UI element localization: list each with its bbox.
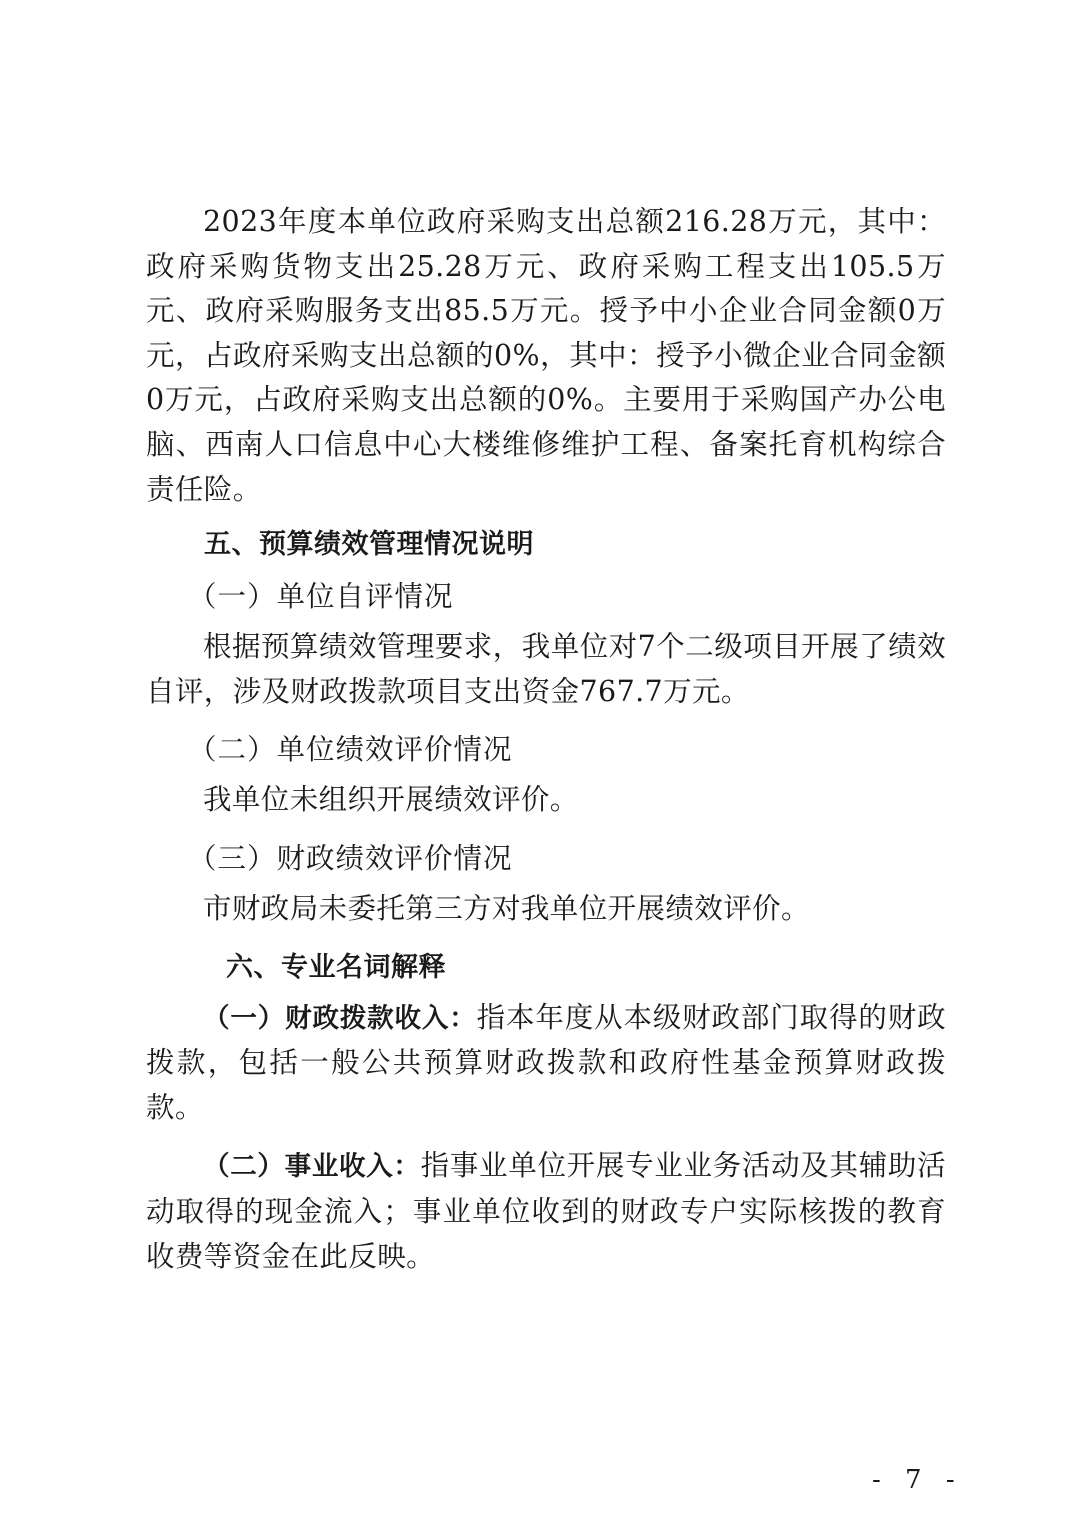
glossary-term-definition: 指本年度从本级财政部门取得的财政拨款，包括一般公共预算财政拨款和政府性基金预算财政拨款。 [146, 1000, 946, 1124]
fiscal-evaluation-body: 市财政局未委托第三方对我单位开展绩效评价。 [203, 891, 810, 925]
glossary-term-label: （一）财政拨款收入： [203, 1002, 477, 1034]
section-heading-glossary: 六、专业名词解释 [226, 951, 446, 983]
glossary-term-fiscal-income [146, 996, 946, 1131]
subsection-title-self-evaluation [146, 575, 946, 619]
document-page [146, 200, 946, 1279]
subsection-title-unit-evaluation [146, 728, 946, 772]
glossary-term-definition: 指事业单位开展专业业务活动及其辅助活动取得的现金流入；事业单位收到的财政专户实际核拨的教育收费等资金在此反映。 [146, 1149, 947, 1273]
self-evaluation-body: 根据预算绩效管理要求，我单位对7个二级项目开展了绩效自评，涉及财政拨款项目支出资金767.7万元。 [146, 630, 946, 708]
unit-evaluation-body: 我单位未组织开展绩效评价。 [203, 783, 579, 817]
page-number: - 7 - [872, 1465, 963, 1495]
subsection-title-fiscal-evaluation [146, 837, 946, 881]
subsection-title-text: （三）财政绩效评价情况 [188, 841, 513, 875]
glossary-term-label: （二）事业收入： [203, 1151, 421, 1183]
subsection-title-text: （二）单位绩效评价情况 [188, 733, 513, 767]
procurement-paragraph: 2023年度本单位政府采购支出总额216.28万元，其中：政府采购货物支出25.28万元、政府采购工程支出105.5万元、政府采购服务支出85.5万元。授予中小企业合同金额0万元，占政府采购支出总额的0%，其中：授予小微企业合同金额0万元，占政府采购支出总额的0%。主要用于采购国产办公电脑、西南人口信息中心大楼维修维护工程、备案托育机构综合责任险。 [146, 205, 946, 506]
subsection-title-text: （一）单位自评情况 [188, 580, 454, 614]
glossary-term-business-income [146, 1144, 946, 1279]
section-heading-performance: 五、预算绩效管理情况说明 [204, 529, 534, 561]
